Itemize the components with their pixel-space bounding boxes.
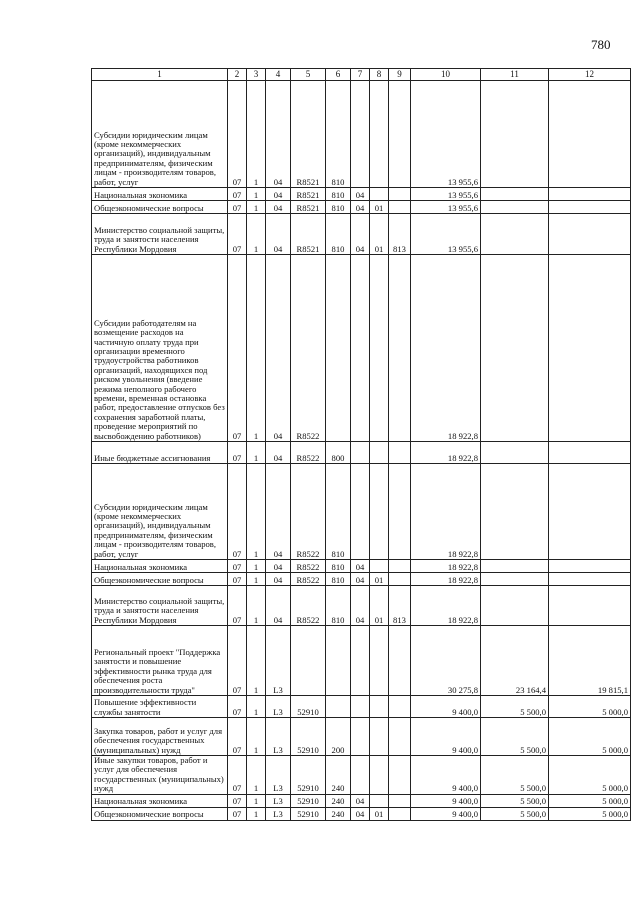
table-cell: 5 500,0 [481, 756, 549, 795]
table-cell: 13 955,6 [411, 188, 481, 201]
table-cell: 5 000,0 [549, 807, 631, 820]
table-cell: 9 400,0 [411, 718, 481, 756]
table-cell: 5 000,0 [549, 794, 631, 807]
table-cell: R8522 [291, 573, 326, 586]
table-cell: 813 [389, 586, 411, 626]
table-cell: 810 [326, 201, 351, 214]
table-cell: 1 [247, 807, 266, 820]
table-cell: 01 [370, 586, 389, 626]
table-cell: 1 [247, 201, 266, 214]
table-cell: 18 922,8 [411, 464, 481, 560]
table-cell [326, 696, 351, 718]
column-header: 11 [481, 69, 549, 81]
table-cell [549, 81, 631, 188]
table-cell: 01 [370, 201, 389, 214]
table-header-row [92, 69, 631, 81]
table-cell: 04 [351, 201, 370, 214]
table-cell [291, 626, 326, 696]
table-cell: 07 [228, 560, 247, 573]
table-cell [549, 255, 631, 442]
table-cell: 5 500,0 [481, 718, 549, 756]
table-cell: 18 922,8 [411, 573, 481, 586]
table-cell: 07 [228, 464, 247, 560]
row-description: Повышение эффективности службы занятости [92, 696, 228, 718]
table-cell: 1 [247, 626, 266, 696]
table-cell: 07 [228, 807, 247, 820]
table-cell: R8522 [291, 255, 326, 442]
table-cell: 810 [326, 560, 351, 573]
table-cell: 9 400,0 [411, 794, 481, 807]
table-cell [389, 794, 411, 807]
table-cell: L3 [266, 756, 291, 795]
table-cell [351, 696, 370, 718]
table-cell: R8522 [291, 442, 326, 464]
table-cell [370, 626, 389, 696]
table-cell [351, 255, 370, 442]
table-cell [389, 807, 411, 820]
table-cell: 07 [228, 81, 247, 188]
table-cell: 04 [351, 573, 370, 586]
table-cell: 19 815,1 [549, 626, 631, 696]
table-cell: 52910 [291, 696, 326, 718]
table-cell [351, 756, 370, 795]
row-description: Национальная экономика [92, 794, 228, 807]
table-cell: 04 [266, 464, 291, 560]
table-cell: 5 000,0 [549, 696, 631, 718]
table-cell: 52910 [291, 794, 326, 807]
column-header: 10 [411, 69, 481, 81]
table-cell: 01 [370, 573, 389, 586]
column-header: 1 [92, 69, 228, 81]
table-cell: 52910 [291, 807, 326, 820]
table-cell [481, 573, 549, 586]
table-cell: 1 [247, 718, 266, 756]
table-cell: 07 [228, 214, 247, 255]
table-cell: 04 [351, 214, 370, 255]
table-cell [389, 188, 411, 201]
table-cell [549, 573, 631, 586]
table-cell [549, 560, 631, 573]
table-cell: R8522 [291, 586, 326, 626]
table-cell: 04 [351, 188, 370, 201]
table-cell [481, 255, 549, 442]
table-cell: 04 [351, 794, 370, 807]
table-cell: 52910 [291, 756, 326, 795]
table-cell: L3 [266, 794, 291, 807]
table-cell [389, 626, 411, 696]
table-cell [370, 560, 389, 573]
table-cell: 1 [247, 756, 266, 795]
table-cell [481, 560, 549, 573]
table-cell [481, 442, 549, 464]
table-cell: 1 [247, 696, 266, 718]
table-row [92, 214, 631, 255]
table-cell: 07 [228, 188, 247, 201]
table-cell [549, 214, 631, 255]
table-cell: 1 [247, 573, 266, 586]
table-cell [549, 188, 631, 201]
table-cell: 07 [228, 626, 247, 696]
table-row [92, 586, 631, 626]
table-row [92, 255, 631, 442]
column-header: 9 [389, 69, 411, 81]
table-cell: 810 [326, 81, 351, 188]
table-row [92, 794, 631, 807]
table-cell: 04 [266, 81, 291, 188]
table-cell [351, 718, 370, 756]
row-description: Закупка товаров, работ и услуг для обеспечения государственных (муниципальных) нужд [92, 718, 228, 756]
table-cell [389, 201, 411, 214]
table-cell: 07 [228, 718, 247, 756]
table-cell: 5 500,0 [481, 696, 549, 718]
table-cell [351, 81, 370, 188]
table-cell [370, 442, 389, 464]
table-cell [370, 696, 389, 718]
table-cell: L3 [266, 718, 291, 756]
table-row [92, 626, 631, 696]
table-cell: 1 [247, 442, 266, 464]
table-cell: 30 275,8 [411, 626, 481, 696]
table-cell [351, 464, 370, 560]
table-cell: 240 [326, 807, 351, 820]
row-description: Иные закупки товаров, работ и услуг для обеспечения государственных (муниципальных) нужд [92, 756, 228, 795]
row-description: Национальная экономика [92, 560, 228, 573]
page-number: 780 [591, 37, 611, 52]
table-row [92, 560, 631, 573]
table-cell [389, 464, 411, 560]
table-cell: 9 400,0 [411, 756, 481, 795]
table-cell: 1 [247, 214, 266, 255]
table-row [92, 201, 631, 214]
row-description: Общеэкономические вопросы [92, 201, 228, 214]
table-cell: 07 [228, 442, 247, 464]
table-cell [326, 626, 351, 696]
row-description: Министерство социальной защиты, труда и занятости населения Республики Мордовия [92, 586, 228, 626]
table-cell [481, 188, 549, 201]
table-row [92, 718, 631, 756]
table-cell [549, 464, 631, 560]
table-cell: 13 955,6 [411, 214, 481, 255]
table-row [92, 807, 631, 820]
table-cell [370, 718, 389, 756]
table-cell: 04 [266, 214, 291, 255]
column-header: 12 [549, 69, 631, 81]
column-header: 3 [247, 69, 266, 81]
table-cell: 200 [326, 718, 351, 756]
table-cell [389, 718, 411, 756]
table-cell: 5 500,0 [481, 807, 549, 820]
table-cell [549, 586, 631, 626]
table-cell: 18 922,8 [411, 442, 481, 464]
table-cell: 240 [326, 794, 351, 807]
table-cell: R8521 [291, 201, 326, 214]
table-cell: 13 955,6 [411, 81, 481, 188]
table-cell [326, 255, 351, 442]
table-cell [389, 756, 411, 795]
table-cell: 9 400,0 [411, 807, 481, 820]
table-cell: 810 [326, 586, 351, 626]
table-cell [481, 201, 549, 214]
table-cell [370, 464, 389, 560]
row-description: Общеэкономические вопросы [92, 573, 228, 586]
column-header: 6 [326, 69, 351, 81]
table-cell: 1 [247, 188, 266, 201]
table-cell: 07 [228, 201, 247, 214]
table-cell [351, 626, 370, 696]
table-cell: 18 922,8 [411, 560, 481, 573]
row-description: Национальная экономика [92, 188, 228, 201]
table-cell: 07 [228, 756, 247, 795]
table-cell [370, 255, 389, 442]
column-header: 2 [228, 69, 247, 81]
table-cell: 04 [266, 255, 291, 442]
table-cell: 810 [326, 464, 351, 560]
table-cell: 04 [266, 201, 291, 214]
table-cell: 5 000,0 [549, 756, 631, 795]
table-cell: 07 [228, 794, 247, 807]
table-row [92, 573, 631, 586]
table-cell: L3 [266, 807, 291, 820]
row-description: Субсидии юридическим лицам (кроме некоммерческих организаций), индивидуальным предпринимателям, физическим лицам - производителям товаров, работ, услуг [92, 464, 228, 560]
table-cell: 04 [266, 188, 291, 201]
table-cell: 1 [247, 560, 266, 573]
table-cell: 18 922,8 [411, 586, 481, 626]
table-cell: 9 400,0 [411, 696, 481, 718]
table-cell [370, 188, 389, 201]
column-header: 7 [351, 69, 370, 81]
row-description: Субсидии работодателям на возмещение расходов на частичную оплату труда при организации временного трудоустройства работников организаций, находящихся под риском увольнения (введение режима неполного рабочего времени, временная остановка работ, предоставление отпусков без сохранения заработной платы, проведение мероприятий по высвобождению работников) [92, 255, 228, 442]
table-row [92, 81, 631, 188]
table-cell [370, 794, 389, 807]
table-cell: 04 [266, 586, 291, 626]
table-cell [549, 201, 631, 214]
table-cell: 07 [228, 696, 247, 718]
table-cell: R8522 [291, 464, 326, 560]
table-cell: 04 [266, 442, 291, 464]
table-cell: 07 [228, 255, 247, 442]
table-row [92, 442, 631, 464]
table-cell: 52910 [291, 718, 326, 756]
table-cell: 1 [247, 255, 266, 442]
table-cell [389, 696, 411, 718]
row-description: Региональный проект "Поддержка занятости и повышение эффективности рынка труда для обеспечения роста производительности труда" [92, 626, 228, 696]
table-cell: L3 [266, 626, 291, 696]
table-cell: 18 922,8 [411, 255, 481, 442]
table-cell: R8522 [291, 560, 326, 573]
table-cell: R8521 [291, 188, 326, 201]
row-description: Субсидии юридическим лицам (кроме некоммерческих организаций), индивидуальным предпринимателям, физическим лицам - производителям товаров, работ, услуг [92, 81, 228, 188]
column-header: 5 [291, 69, 326, 81]
table-cell: 01 [370, 807, 389, 820]
table-cell [481, 81, 549, 188]
table-row [92, 696, 631, 718]
table-row [92, 188, 631, 201]
table-cell: 04 [351, 807, 370, 820]
table-cell: 1 [247, 81, 266, 188]
table-cell: 813 [389, 214, 411, 255]
table-cell: 240 [326, 756, 351, 795]
table-row [92, 464, 631, 560]
column-header: 4 [266, 69, 291, 81]
column-header: 8 [370, 69, 389, 81]
table-cell: L3 [266, 696, 291, 718]
table-cell: 07 [228, 573, 247, 586]
table-cell: R8521 [291, 214, 326, 255]
table-cell [549, 442, 631, 464]
table-cell: 1 [247, 464, 266, 560]
table-cell [389, 81, 411, 188]
table-row [92, 756, 631, 795]
table-body [92, 81, 631, 821]
table-cell [389, 573, 411, 586]
table-cell: 5 000,0 [549, 718, 631, 756]
table-cell: 810 [326, 214, 351, 255]
table-cell: 810 [326, 573, 351, 586]
table-cell [389, 442, 411, 464]
table-cell: 5 500,0 [481, 794, 549, 807]
table-cell [389, 560, 411, 573]
table-cell [370, 756, 389, 795]
table-cell [481, 214, 549, 255]
table-cell: R8521 [291, 81, 326, 188]
table-cell [481, 464, 549, 560]
row-description: Иные бюджетные ассигнования [92, 442, 228, 464]
table-cell: 04 [351, 560, 370, 573]
table-cell: 07 [228, 586, 247, 626]
table-cell [481, 586, 549, 626]
table-cell [389, 255, 411, 442]
table-cell [351, 442, 370, 464]
table-cell [370, 81, 389, 188]
budget-table [91, 68, 631, 821]
row-description: Общеэкономические вопросы [92, 807, 228, 820]
table-cell: 810 [326, 188, 351, 201]
row-description: Министерство социальной защиты, труда и занятости населения Республики Мордовия [92, 214, 228, 255]
table-cell: 04 [266, 573, 291, 586]
table-cell: 04 [351, 586, 370, 626]
table-cell: 04 [266, 560, 291, 573]
table-cell: 800 [326, 442, 351, 464]
table-cell: 13 955,6 [411, 201, 481, 214]
table-cell: 1 [247, 586, 266, 626]
table-cell: 1 [247, 794, 266, 807]
table-cell: 23 164,4 [481, 626, 549, 696]
table-cell: 01 [370, 214, 389, 255]
